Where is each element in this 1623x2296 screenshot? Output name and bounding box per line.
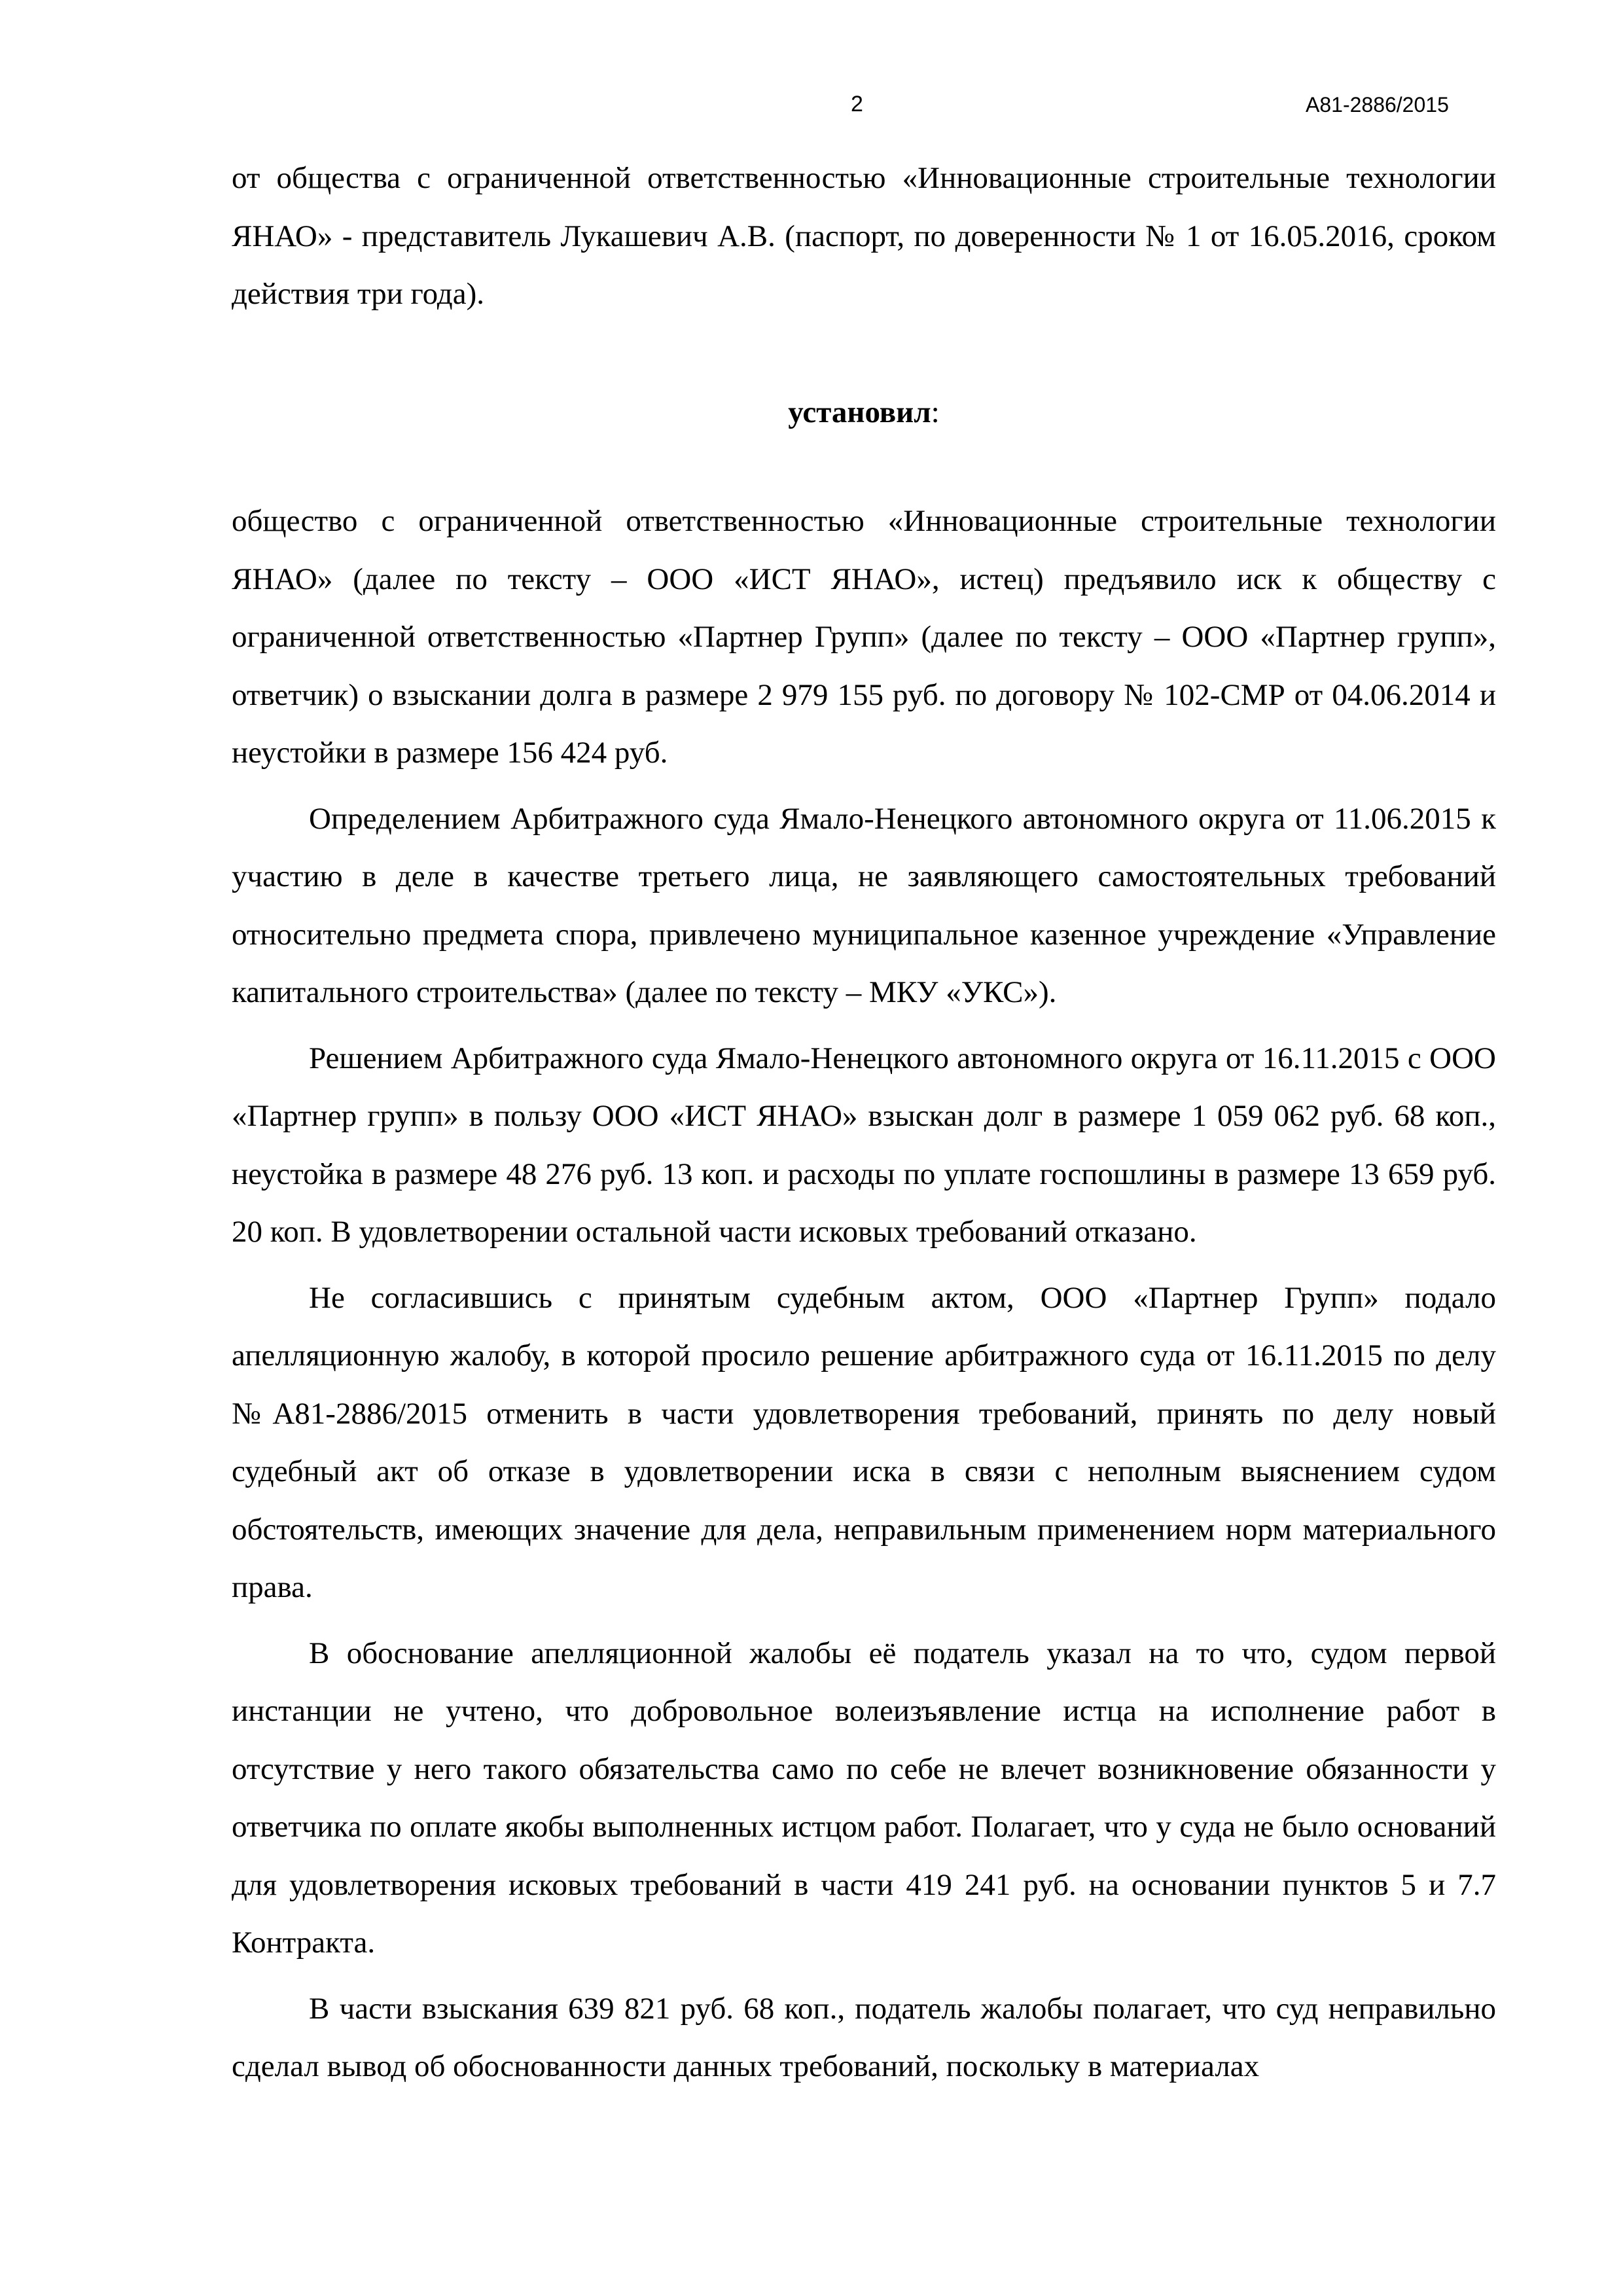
section-heading [232, 384, 1496, 442]
document-body [232, 149, 1496, 2096]
paragraph-recovery-part: В части взыскания 639 821 руб. 68 коп., податель жалобы полагает, что суд неправильно сделал вывод об обоснованности данных требований, поскольку в материалах [232, 1991, 1496, 2083]
page-number: 2 [851, 92, 863, 117]
paragraph-appeal: Не согласившись с принятым судебным актом, ООО «Партнер Групп» подало апелляционную жалобу, в которой просило решение арбитражного суда от 16.11.2015 по делу №А81-2886/2015 отменить в части удовлетворения требований, принять по делу новый судебный акт об отказе в удовлетворении иска в связи с неполным выяснением судом обстоятельств, имеющих значение для дела, неправильным применением норм материального права. [232, 1280, 1496, 1604]
paragraph-appeal-grounds: В обоснование апелляционной жалобы её податель указал на то что, судом первой инстанции не учтено, что добровольное волеизъявление истца на исполнение работ в отсутствие у него такого обязательства само по себе не влечет возникновение обязанности у ответчика по оплате якобы выполненных истцом работ. Полагает, что у суда не было оснований для удовлетворения исковых требований в части 419 241 руб. на основании пунктов 5 и 7.7 Контракта. [232, 1636, 1496, 1960]
heading-word: установил [788, 395, 931, 429]
paragraph-claim: общество с ограниченной ответственностью «Инновационные строительные технологии ЯНАО» (далее по тексту – ООО «ИСТ ЯНАО», истец) предъявило иск к обществу с ограниченной ответственностью «Партнер Групп» (далее по тексту – ООО «Партнер групп», ответчик) о взыскании долга в размере 2 979 155 руб. по договору № 102-СМР от 04.06.2014 и неустойки в размере 156 424 руб. [232, 504, 1496, 770]
case-number: А81-2886/2015 [1306, 93, 1449, 117]
paragraph-ruling-third-party: Определением Арбитражного суда Ямало-Ненецкого автономного округа от 11.06.2015 к участию в деле в качестве третьего лица, не заявляющего самостоятельных требований относительно предмета спора, привлечено муниципальное казенное учреждение «Управление капитального строительства» (далее по тексту – МКУ «УКС»). [232, 801, 1496, 1009]
paragraph-decision: Решением Арбитражного суда Ямало-Ненецкого автономного округа от 16.11.2015 с ООО «Партнер групп» в пользу ООО «ИСТ ЯНАО» взыскан долг в размере 1 059 062 руб. 68 коп., неустойка в размере 48 276 руб. 13 коп. и расходы по уплате госпошлины в размере 13 659 руб. 20 коп. В удовлетворении остальной части исковых требований отказано. [232, 1041, 1496, 1249]
intro-paragraph: от общества с ограниченной ответственностью «Инновационные строительные технологии ЯНАО» - представитель Лукашевич А.В. (паспорт, по доверенности № 1 от 16.05.2016, сроком действия три года). [232, 161, 1496, 311]
heading-colon: : [931, 395, 940, 429]
